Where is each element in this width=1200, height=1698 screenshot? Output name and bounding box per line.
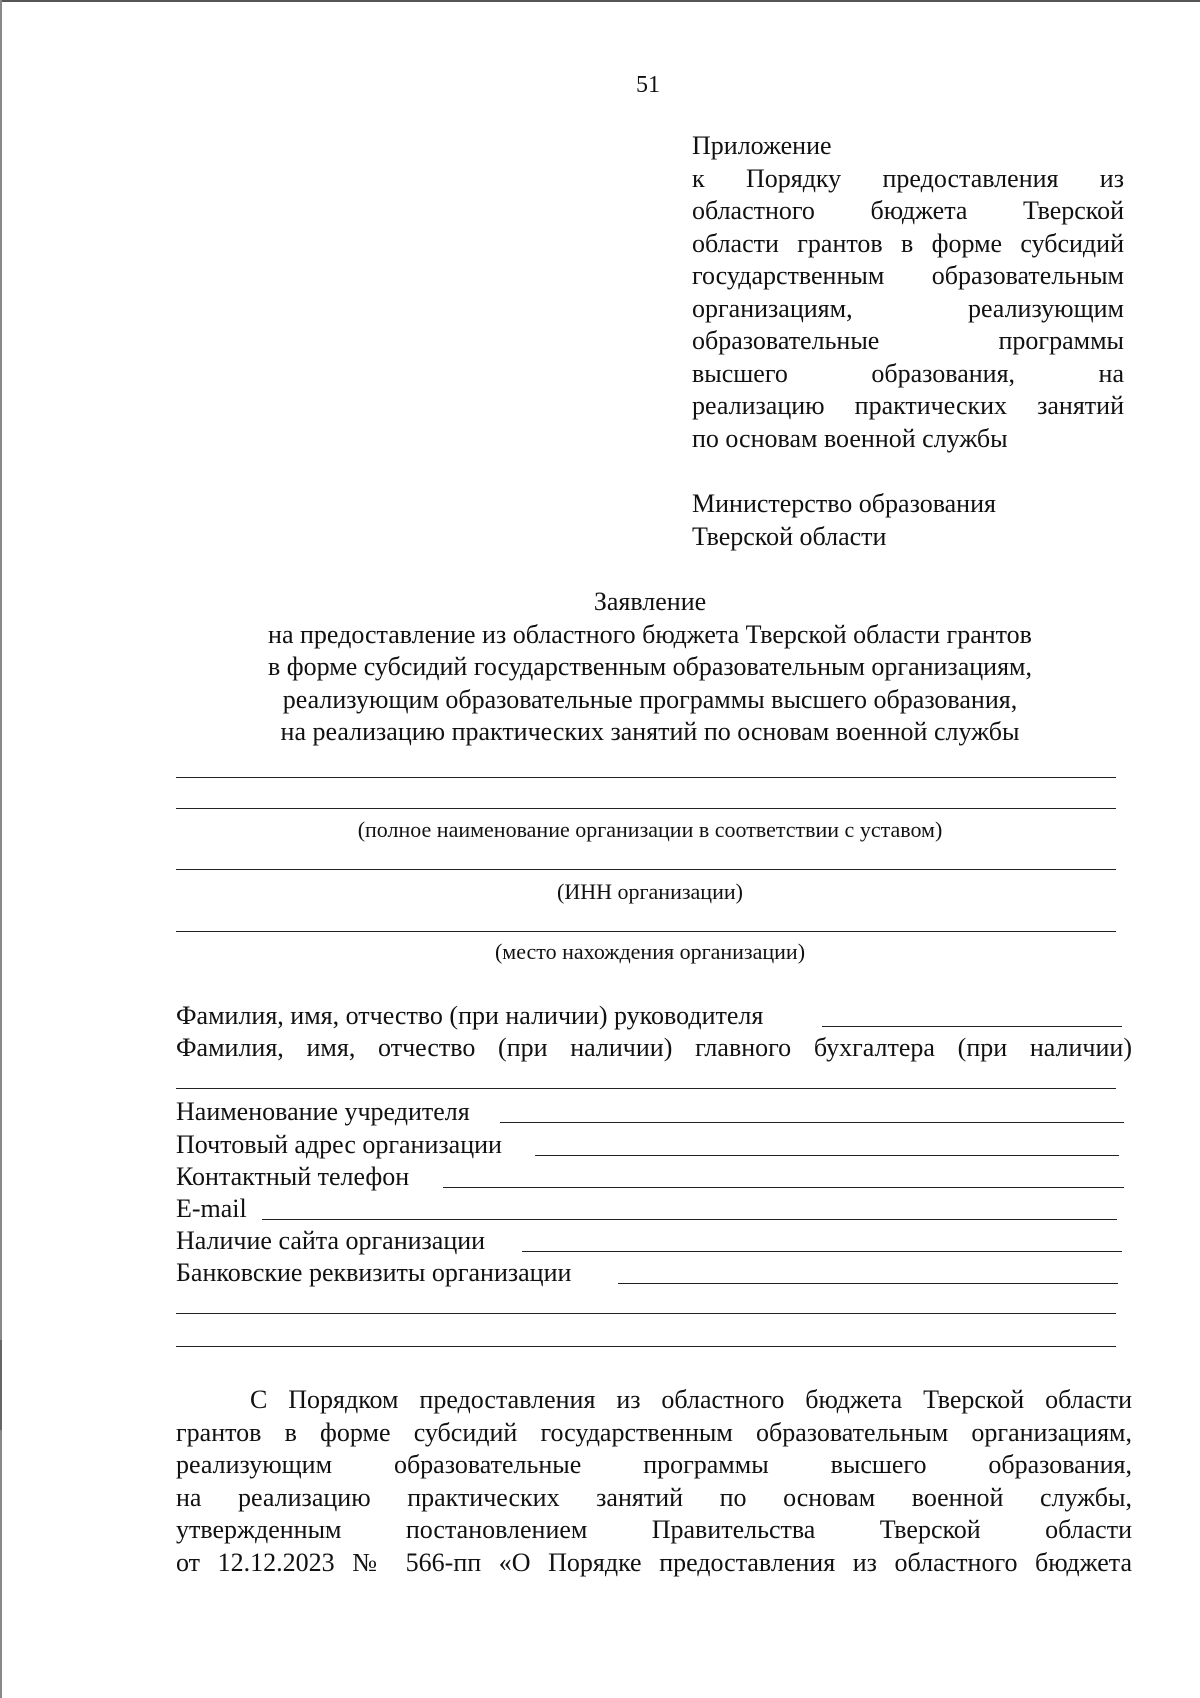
addressee-line: Министерство образования: [692, 489, 996, 518]
website-label: Наличие сайта организации: [176, 1226, 486, 1255]
scan-edge-left: [0, 0, 2, 1698]
appendix-line: к Порядку предоставления из: [692, 163, 1124, 193]
org-name-caption: (полное наименование организации в соответствии с уставом): [357, 817, 943, 842]
head-fio-label: Фамилия, имя, отчество (при наличии) руководителя: [176, 1001, 764, 1030]
appendix-title: Приложение: [692, 131, 832, 160]
paragraph-line: грантов в форме субсидий государственным образовательным организациям,: [176, 1417, 1132, 1447]
accountant-fio-label: Фамилия, имя, отчество (при наличии) главного бухгалтера (при наличии): [176, 1033, 1132, 1062]
bank-details-blank-line[interactable]: [176, 1346, 1116, 1347]
website-blank-line[interactable]: [522, 1251, 1122, 1252]
appendix-line: области грантов в форме субсидий: [692, 228, 1124, 258]
phone-blank-line[interactable]: [443, 1187, 1124, 1188]
paragraph-line: С Порядком предоставления из областного бюджета Тверской области: [250, 1385, 1132, 1414]
heading-line: в форме субсидий государственным образовательным организациям,: [268, 652, 1032, 681]
inn-caption: (ИНН организации): [557, 879, 743, 904]
inn-blank-line[interactable]: [176, 869, 1116, 870]
location-blank-line[interactable]: [176, 931, 1116, 932]
heading-line: реализующим образовательные программы высшего образования,: [282, 684, 1018, 714]
paragraph-line: утвержденным постановлением Правительства Тверской области: [176, 1515, 1132, 1545]
appendix-line: образовательные программы: [692, 326, 1124, 355]
org-name-blank-line[interactable]: [176, 777, 1116, 778]
consent-paragraph: [176, 1384, 1132, 1580]
appendix-line: реализацию практических занятий: [692, 391, 1124, 420]
heading-line: на реализацию практических занятий по основам военной службы: [280, 717, 1020, 746]
appendix-block: [692, 130, 1124, 455]
paragraph-line: реализующим образовательные программы высшего образования,: [176, 1450, 1132, 1480]
postal-address-blank-line[interactable]: [535, 1155, 1119, 1156]
postal-address-label: Почтовый адрес организации: [176, 1130, 502, 1159]
founder-label: Наименование учредителя: [176, 1097, 470, 1126]
phone-label: Контактный телефон: [176, 1162, 410, 1191]
document-heading: [176, 586, 1124, 749]
scan-edge-left-mark: [0, 1340, 2, 1430]
appendix-line: государственным образовательным: [692, 261, 1124, 290]
heading-title: Заявление: [593, 587, 707, 616]
appendix-line: областного бюджета Тверской: [692, 196, 1124, 225]
bank-details-label: Банковские реквизиты организации: [176, 1258, 572, 1287]
head-fio-blank-line[interactable]: [822, 1026, 1122, 1027]
paragraph-line: на реализацию практических занятий по основам военной службы,: [176, 1482, 1132, 1512]
heading-line: на предоставление из областного бюджета Тверской области грантов: [268, 619, 1032, 649]
org-name-blank-line[interactable]: [176, 808, 1116, 809]
bank-details-blank-line[interactable]: [176, 1313, 1116, 1314]
appendix-line: высшего образования, на: [692, 358, 1124, 388]
email-blank-line[interactable]: [262, 1219, 1117, 1220]
page-number: 51: [636, 72, 660, 98]
scan-edge-top: [0, 0, 1200, 2]
founder-blank-line[interactable]: [500, 1122, 1124, 1123]
addressee-line: Тверской области: [692, 521, 887, 551]
appendix-line: организациям, реализующим: [692, 293, 1124, 323]
email-label: E-mail: [176, 1194, 247, 1223]
bank-details-blank-line[interactable]: [618, 1283, 1118, 1284]
paragraph-line: от 12.12.2023 № 566-пп «О Порядке предоставления из областного бюджета: [176, 1547, 1132, 1577]
location-caption: (место нахождения организации): [494, 939, 806, 964]
addressee-block: [692, 488, 1124, 553]
accountant-fio-blank-line[interactable]: [176, 1088, 1116, 1089]
appendix-line: по основам военной службы: [692, 423, 1008, 453]
